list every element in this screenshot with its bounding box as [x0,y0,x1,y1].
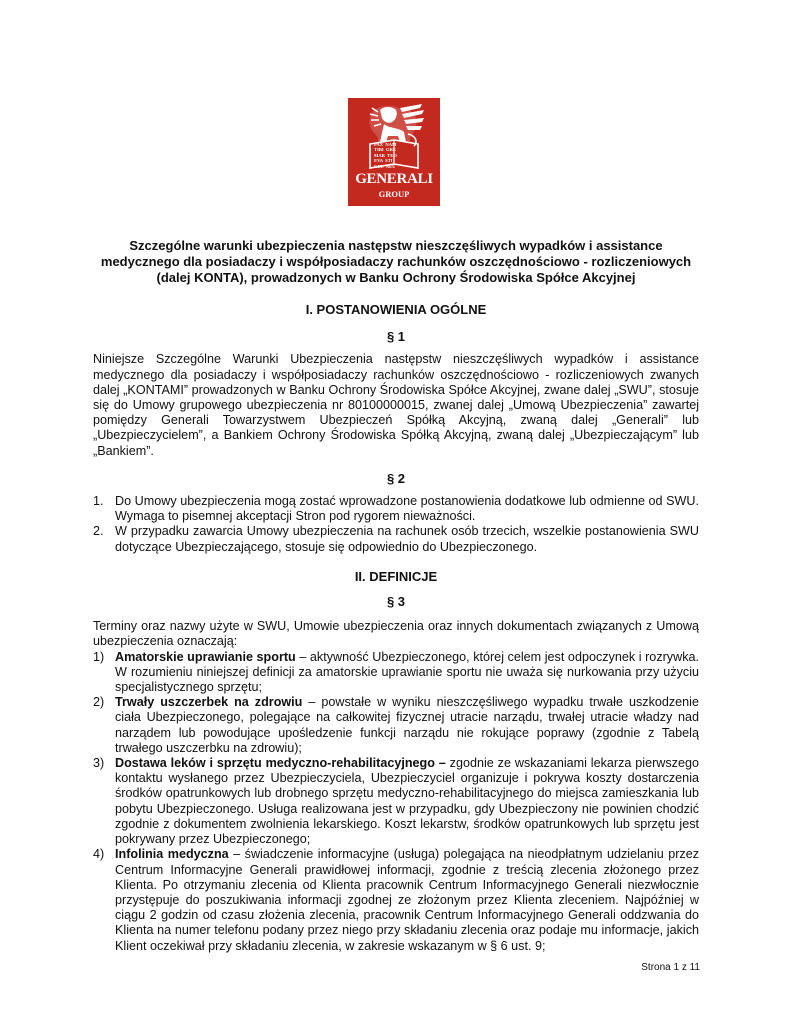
paragraph-text: Terminy oraz nazwy użyte w SWU, Umowie ubezpieczenia oraz innych dokumentach związanych z Umową ubezpieczenia oznaczają: [93,619,699,649]
title-line: medycznego dla posiadaczy i współposiadaczy rachunków oszczędnościowo - rozliczeniowych [100,254,692,269]
logo-brand-text: GENERALI [355,171,433,187]
list-item-number: 2) [93,695,105,710]
definition-term: Trwały uszczerbek na zdrowiu [115,695,303,710]
definition-text: zgodnie ze wskazaniami lekarza pierwszego kontaktu wysłanego przez Ubezpieczyciela, Ubezpieczyciel organizuje i pokrywa koszty dostarczenia środków opatrunkowych lub drobnego sprzętu medyczno-rehabilitacyjnego do miejsca zamieszkania lub pobytu Ubezpieczonego. Usługa realizowana jest w przypadku, gdy Ubezpieczony nie powinien chodzić zgodnie z dokumentem zwolnienia lekarskiego. Koszt lekarstw, środków opatrunkowych lub sprzętu jest pokrywany przez Ubezpieczonego; [115,756,699,847]
definition-term: Amatorskie uprawianie sportu [115,649,296,664]
list-item-number: 4) [93,847,105,862]
book-inscription: PAX NAM TIBI GRE MAR TEO EVA STI GEL NEU [374,142,397,169]
generali-logo [348,98,440,206]
list-item-text: Do Umowy ubezpieczenia mogą zostać wprowadzone postanowienia dodatkowe lub odmienne od SWU. Wymaga to pisemnej akceptacji Stron pod rygorem nieważności. [115,494,699,524]
paragraph-text: Niniejsze Szczególne Warunki Ubezpieczenia następstw nieszczęśliwych wypadków i assistance medycznego dla posiadaczy i współposiadaczy rachunków oszczędnościowo - rozliczeniowych zwanych dalej „KONTAMI” prowadzonych w Banku Ochrony Środowiska Spółce Akcyjnej, zwane dalej „SWU”, stosuje się do Umowy grupowego ubezpieczenia nr 80100000015, zwanej dalej „Umową Ubezpieczenia” zawartej pomiędzy Generali Towarzystwem Ubezpieczeń Spółką Akcyjną, zwaną dalej „Generali” lub „Ubezpieczycielem”, a Bankiem Ochrony Środowiska Spółką Akcyjną, zwaną dalej „Ubezpieczającym” lub „Bankiem”. [93,352,699,458]
logo-group-text: GROUP [378,189,410,199]
list-item-number: 1) [93,649,105,664]
definition-text: – aktywność Ubezpieczonego, której celem jest odpoczynek i rozrywka. W rozumieniu niniejszej definicji za amatorskie uprawianie sportu nie uważa się nurkowania przy użyciu specjalistycznego sprzętu; [115,649,699,695]
list-item-number: 1. [93,494,104,509]
definition-text: – powstałe w wyniku nieszczęśliwego wypadku trwałe uszkodzenie ciała Ubezpieczonego, polegające na całkowitej fizycznej utracie narządu, trwałej utracie władzy nad narządem lub powodujące upośledzenie funkcji narządu nie rokujące poprawy (zgodnie z Tabelą trwałego uszczerbku na zdrowiu); [115,695,699,755]
list-item [93,494,699,524]
list-item-number: 3) [93,756,105,771]
paragraph-sign: § 3 [386,594,406,610]
list-item-number: 2. [93,524,104,539]
page-number: Strona 1 z 11 [641,962,700,973]
document-body [93,238,699,954]
definition-item [93,695,699,756]
list-item [93,524,699,554]
section-heading: II. DEFINICJE [354,568,438,584]
list-item-text: W przypadku zawarcia Umowy ubezpieczenia na rachunek osób trzecich, wszelkie postanowienia SWU dotyczące Ubezpieczającego, stosuje się odpowiednio do Ubezpieczonego. [115,524,699,554]
section-heading: I. POSTANOWIENIA OGÓLNE [305,302,487,317]
definition-item [93,756,699,847]
title-line: Szczególne warunki ubezpieczenia następstw nieszczęśliwych wypadków i assistance [129,238,663,253]
definition-term: Dostawa leków i sprzętu medyczno-rehabilitacyjnego – [115,756,446,771]
title-line: (dalej KONTA), prowadzonych w Banku Ochrony Środowiska Spółce Akcyjnej [156,270,636,285]
numbered-list [93,494,699,555]
paragraph-sign: § 1 [386,329,406,345]
definition-item [93,650,699,696]
paragraph-sign: § 2 [386,470,406,486]
definition-term: Infolinia medyczna [115,847,229,862]
definitions-list [93,650,699,954]
definition-text: – świadczenie informacyjne (usługa) polegająca na nieodpłatnym udzielaniu przez Centrum Informacyjne Generali prawidłowej informacji, zgodnie z treścią zlecenia złożonego przez Klienta. Po otrzymaniu zlecenia od Klienta pracownik Centrum Informacyjnego Generali niezwłocznie przystępuje do poszukiwania informacji zgodnej ze złożonym przez Klienta zleceniem. Najpóźniej w ciągu 2 godzin od czasu złożenia zlecenia, pracownik Centrum Informacyjnego Generali oddzwania do Klienta na numer telefonu podany przez niego przy składaniu zlecenia oraz podaje mu informacje, jakich Klient oczekiwał przy składaniu zlecenia, w zakresie wskazanym w § 6 ust. 9; [115,847,699,953]
definition-item [93,847,699,953]
document-title [93,238,699,286]
